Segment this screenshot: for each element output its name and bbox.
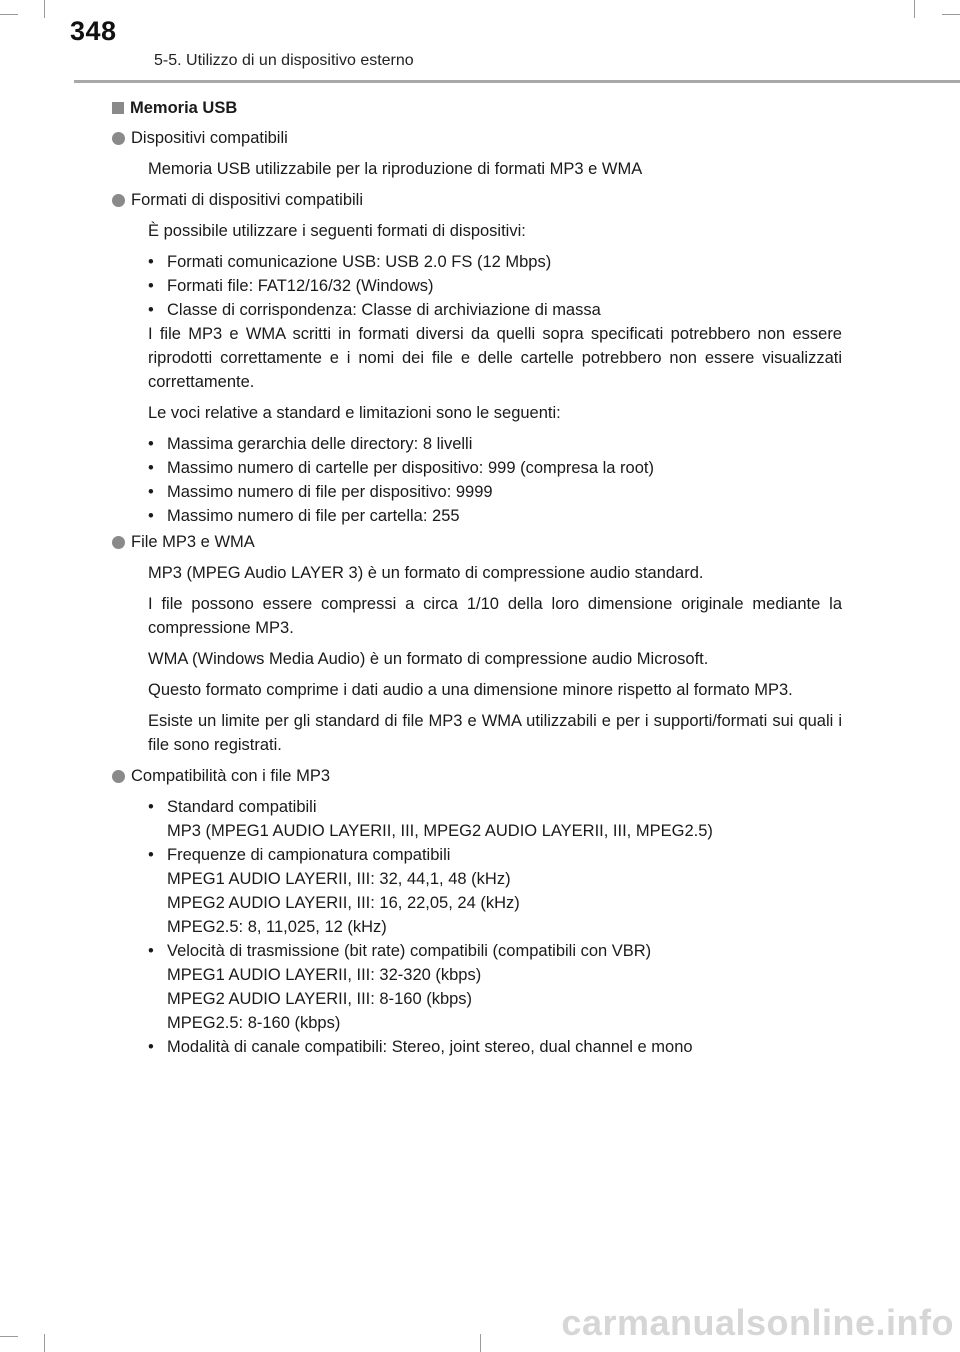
section-heading	[112, 96, 842, 120]
item-label: • Standard compatibili	[167, 798, 317, 816]
subheading-device-formats	[112, 188, 842, 212]
circle-bullet-icon	[112, 770, 125, 783]
item-detail: MPEG2 AUDIO LAYERII, III: 8-160 (kbps)	[167, 990, 473, 1008]
item-detail: MPEG2.5: 8-160 (kbps)	[167, 1014, 341, 1032]
square-bullet-icon	[112, 102, 124, 114]
paragraph: WMA (Windows Media Audio) è un formato di compressione audio Microsoft.	[148, 650, 709, 668]
page-content	[112, 96, 842, 1066]
watermark-text: carmanualsonline.info	[561, 1302, 954, 1343]
paragraph: MP3 (MPEG Audio LAYER 3) è un formato di compressione audio standard.	[148, 564, 704, 582]
header-rule	[74, 80, 960, 83]
section-title: 5-5. Utilizzo di un dispositivo esterno	[154, 52, 414, 69]
item-detail: MPEG2.5: 8, 11,025, 12 (kHz)	[167, 918, 387, 936]
list-item	[148, 1035, 842, 1059]
subheading-text: Dispositivi compatibili	[131, 129, 288, 147]
circle-bullet-icon	[112, 194, 125, 207]
item-detail: MPEG1 AUDIO LAYERII, III: 32, 44,1, 48 (kHz)	[167, 870, 511, 888]
subheading-text: Compatibilità con i file MP3	[131, 767, 330, 785]
circle-bullet-icon	[112, 132, 125, 145]
list-item	[148, 939, 842, 1035]
paragraph: Questo formato comprime i dati audio a una dimensione minore rispetto al formato MP3.	[148, 681, 793, 699]
paragraph: Le voci relative a standard e limitazioni sono le seguenti:	[148, 404, 561, 422]
list-item: • Formati comunicazione USB: USB 2.0 FS (12 Mbps)	[148, 250, 842, 274]
list-item	[148, 843, 842, 939]
crop-mark	[480, 1334, 481, 1352]
crop-mark	[0, 1336, 18, 1337]
item-label: • Modalità di canale compatibili: Stereo, joint stereo, dual channel e mono	[167, 1038, 693, 1056]
watermark	[561, 1280, 960, 1352]
paragraph-note: I file MP3 e WMA scritti in formati diversi da quelli sopra specificati potrebbero non essere riprodotti correttamente e i nomi dei file e delle cartelle potrebbero non essere visualizzati correttamente.	[148, 325, 842, 391]
item-detail: MPEG2 AUDIO LAYERII, III: 16, 22,05, 24 (kHz)	[167, 894, 520, 912]
page-number: 348	[70, 16, 117, 46]
list-item: • Massimo numero di file per dispositivo: 9999	[148, 480, 842, 504]
item-detail: MPEG1 AUDIO LAYERII, III: 32-320 (kbps)	[167, 966, 482, 984]
compatibility-list	[148, 795, 842, 1059]
list-item: • Massima gerarchia delle directory: 8 livelli	[148, 432, 842, 456]
subheading-compatible-devices	[112, 126, 842, 150]
paragraph: Esiste un limite per gli standard di file MP3 e WMA utilizzabili e per i supporti/formati sui quali i file sono registrati.	[148, 712, 842, 754]
paragraph: È possibile utilizzare i seguenti formati di dispositivi:	[148, 222, 526, 240]
subheading-mp3-wma	[112, 530, 842, 554]
circle-bullet-icon	[112, 536, 125, 549]
item-label: • Velocità di trasmissione (bit rate) compatibili (compatibili con VBR)	[167, 942, 652, 960]
list-item: • Massimo numero di cartelle per dispositivo: 999 (compresa la root)	[148, 456, 842, 480]
subheading-mp3-compatibility	[112, 764, 842, 788]
list-item	[148, 795, 842, 843]
paragraph: Memoria USB utilizzabile per la riproduzione di formati MP3 e WMA	[148, 160, 643, 178]
page-header	[0, 0, 960, 86]
list-item: • Massimo numero di file per cartella: 255	[148, 504, 842, 528]
subheading-text: Formati di dispositivi compatibili	[131, 191, 363, 209]
heading-text: Memoria USB	[130, 99, 238, 117]
item-detail: MP3 (MPEG1 AUDIO LAYERII, III, MPEG2 AUDIO LAYERII, III, MPEG2.5)	[167, 822, 713, 840]
list-item: • Formati file: FAT12/16/32 (Windows)	[148, 274, 842, 298]
format-list	[148, 250, 842, 322]
subheading-text: File MP3 e WMA	[131, 533, 255, 551]
list-item: • Classe di corrispondenza: Classe di archiviazione di massa	[148, 298, 842, 322]
paragraph: I file possono essere compressi a circa 1/10 della loro dimensione originale mediante la compressione MP3.	[148, 595, 842, 637]
crop-mark	[44, 1334, 45, 1352]
limits-list	[148, 432, 842, 528]
item-label: • Frequenze di campionatura compatibili	[167, 846, 451, 864]
